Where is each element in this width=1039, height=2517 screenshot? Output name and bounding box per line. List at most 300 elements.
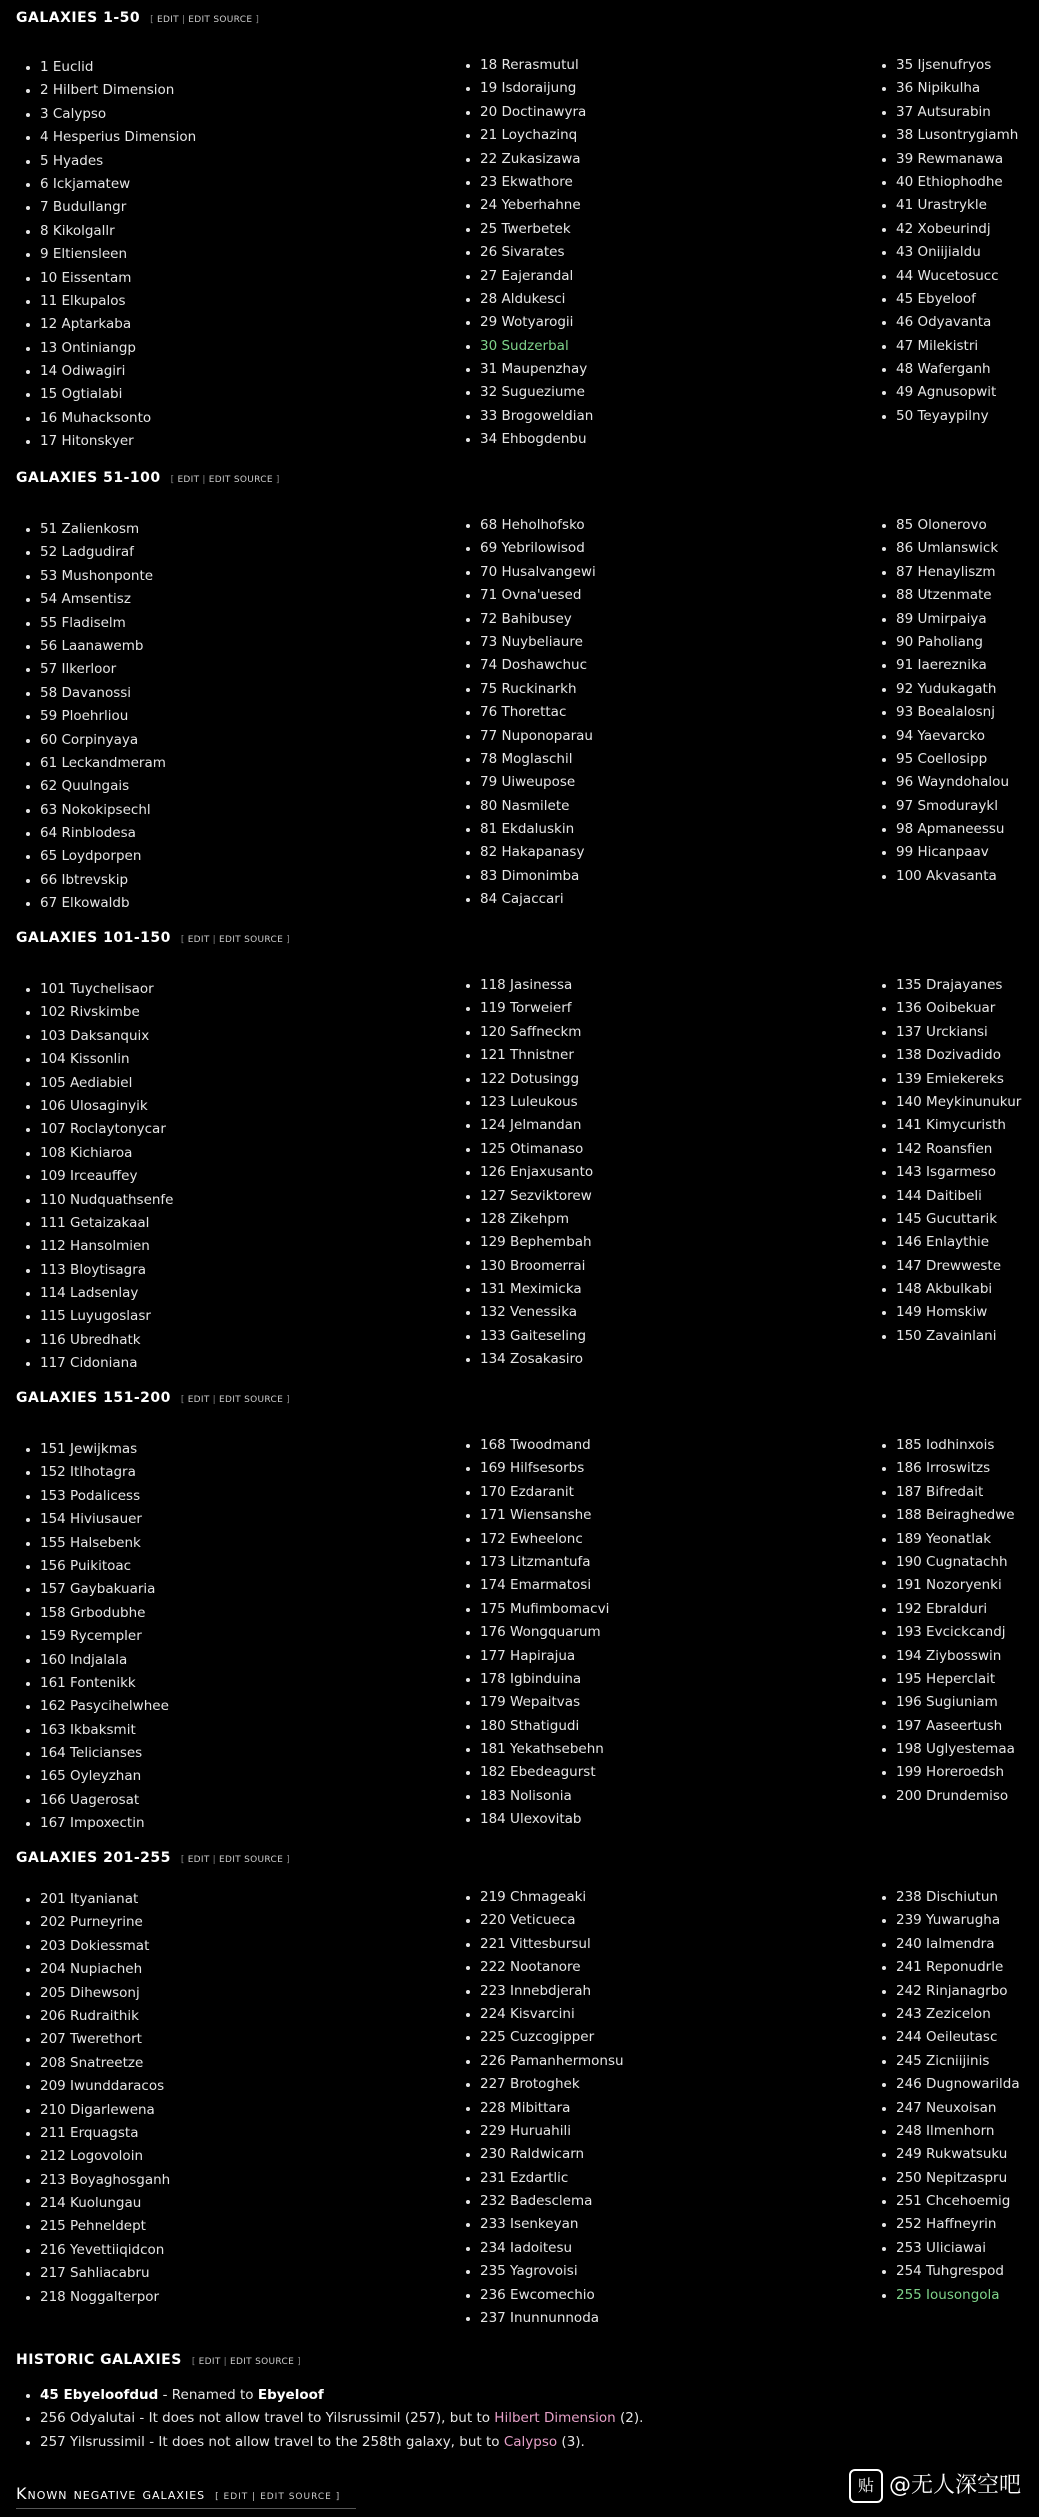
galaxy-list-item[interactable]: 249 Rukwatsuku <box>882 2143 1020 2166</box>
galaxy-list-item[interactable]: 121 Thnistner <box>466 1044 593 1067</box>
bracket: [ <box>180 1855 185 1865</box>
galaxy-list-item[interactable]: 112 Hansolmien <box>26 1235 173 1258</box>
galaxy-list-item[interactable]: 217 Sahliacabru <box>26 2262 170 2285</box>
galaxy-list-item[interactable]: 135 Drajayanes <box>882 974 1021 997</box>
galaxy-list-item[interactable]: 190 Cugnatachh <box>882 1551 1015 1574</box>
galaxy-list-item[interactable]: 45 Ebyeloof <box>882 288 1018 311</box>
edit-link[interactable]: EDIT <box>187 1855 210 1865</box>
galaxy-list-item[interactable]: 210 Digarlewena <box>26 2099 170 2122</box>
galaxy-list-item[interactable]: 230 Raldwicarn <box>466 2143 624 2166</box>
galaxy-list-item[interactable]: 236 Ewcomechio <box>466 2284 624 2307</box>
galaxy-list-item[interactable]: 12 Aptarkaba <box>26 313 196 336</box>
galaxy-list-item[interactable]: 48 Waferganh <box>882 358 1018 381</box>
galaxy-list-item[interactable]: 59 Ploehrliou <box>26 705 166 728</box>
galaxy-list-item[interactable]: 60 Corpinyaya <box>26 729 166 752</box>
galaxy-list-item[interactable]: 163 Ikbaksmit <box>26 1719 169 1742</box>
galaxy-list-item[interactable]: 3 Calypso <box>26 103 196 126</box>
galaxy-list-item[interactable]: 180 Sthatigudi <box>466 1715 609 1738</box>
galaxy-list-item[interactable]: 82 Hakapanasy <box>466 841 596 864</box>
galaxy-list-item[interactable]: 90 Paholiang <box>882 631 1009 654</box>
galaxy-list-item[interactable]: 224 Kisvarcini <box>466 2003 624 2026</box>
galaxy-list-item[interactable]: 7 Budullangr <box>26 196 196 219</box>
galaxy-list-item[interactable]: 38 Lusontrygiamh <box>882 124 1018 147</box>
galaxy-list-item[interactable]: 244 Oeileutasc <box>882 2026 1020 2049</box>
section-heading <box>16 470 280 486</box>
galaxy-list-item[interactable]: 197 Aaseertush <box>882 1715 1015 1738</box>
historic-galaxy-name[interactable]: 45 Ebyeloofdud <box>40 2387 159 2403</box>
galaxy-list-item[interactable]: 71 Ovna'uesed <box>466 584 596 607</box>
galaxy-list-item[interactable]: 120 Saffneckm <box>466 1021 593 1044</box>
galaxy-list-item[interactable]: 164 Telicianses <box>26 1742 169 1765</box>
galaxy-list-item[interactable]: 46 Odyavanta <box>882 311 1018 334</box>
galaxy-list-item[interactable]: 49 Agnusopwit <box>882 381 1018 404</box>
galaxy-list-item[interactable]: 177 Hapirajua <box>466 1645 609 1668</box>
galaxy-list-item[interactable]: 170 Ezdaranit <box>466 1481 609 1504</box>
galaxy-list-item[interactable]: 176 Wongquarum <box>466 1621 609 1644</box>
galaxy-list-item[interactable]: 172 Ewheelonc <box>466 1528 609 1551</box>
galaxy-list-item[interactable]: 140 Meykinunukur <box>882 1091 1021 1114</box>
galaxy-list-item[interactable]: 75 Ruckinarkh <box>466 678 596 701</box>
galaxy-list-item[interactable]: 106 Ulosaginyik <box>26 1095 173 1118</box>
section-title: GALAXIES 201-255 <box>16 1850 171 1866</box>
edit-link[interactable]: EDIT <box>223 2492 249 2502</box>
galaxy-list-item[interactable]: 231 Ezdartlic <box>466 2167 624 2190</box>
galaxy-list-item[interactable]: 229 Huruahili <box>466 2120 624 2143</box>
bracket: [ <box>215 2492 224 2502</box>
galaxy-list-item[interactable]: 139 Emiekereks <box>882 1068 1021 1091</box>
historic-link[interactable]: Hilbert Dimension <box>494 2410 616 2427</box>
galaxy-list-item[interactable]: 243 Zezicelon <box>882 2003 1020 2026</box>
galaxy-list-item[interactable]: 167 Impoxectin <box>26 1812 169 1835</box>
galaxy-list-item[interactable]: 240 Ialmendra <box>882 1933 1020 1956</box>
galaxy-list-item[interactable]: 84 Cajaccari <box>466 888 596 911</box>
edit-link[interactable]: EDIT <box>187 1395 210 1405</box>
galaxy-list-item[interactable]: 171 Wiensanshe <box>466 1504 609 1527</box>
galaxy-list-item[interactable]: 67 Elkowaldb <box>26 892 166 915</box>
galaxy-list-item[interactable]: 252 Haffneyrin <box>882 2213 1020 2236</box>
historic-note: - It does not allow travel to Yilsrussimil (257), but to <box>135 2410 495 2427</box>
galaxy-list-item[interactable]: 26 Sivarates <box>466 241 593 264</box>
galaxy-list-item[interactable]: 242 Rinjanagrbo <box>882 1980 1020 2003</box>
galaxy-list-item[interactable]: 216 Yevettiiqidcon <box>26 2239 170 2262</box>
edit-source-link[interactable]: EDIT SOURCE <box>219 935 284 945</box>
galaxy-list-column <box>466 974 593 1372</box>
galaxy-list-item[interactable]: 141 Kimycuristh <box>882 1114 1021 1137</box>
galaxy-list-item[interactable]: 44 Wucetosucc <box>882 265 1018 288</box>
galaxy-list-item[interactable]: 8 Kikolgallr <box>26 220 196 243</box>
galaxy-list-item[interactable]: 149 Homskiw <box>882 1301 1021 1324</box>
galaxy-list-item[interactable]: 32 Sugueziume <box>466 381 593 404</box>
galaxy-list-item[interactable]: 117 Cidoniana <box>26 1352 173 1375</box>
galaxy-list-item[interactable]: 81 Ekdaluskin <box>466 818 596 841</box>
galaxy-list-item[interactable]: 80 Nasmilete <box>466 795 596 818</box>
galaxy-list-item[interactable]: 86 Umlanswick <box>882 537 1009 560</box>
galaxy-list-item[interactable]: 125 Otimanaso <box>466 1138 593 1161</box>
galaxy-list-item[interactable]: 73 Nuybeliaure <box>466 631 596 654</box>
galaxy-list-item[interactable]: 214 Kuolungau <box>26 2192 170 2215</box>
galaxy-list-item[interactable]: 41 Urastrykle <box>882 194 1018 217</box>
galaxy-list-item[interactable]: 146 Enlaythie <box>882 1231 1021 1254</box>
galaxy-list-item[interactable]: 250 Nepitzaspru <box>882 2167 1020 2190</box>
section-heading <box>16 1390 290 1406</box>
historic-item <box>26 2384 643 2407</box>
galaxy-list-item[interactable]: 227 Brotoghek <box>466 2073 624 2096</box>
bracket: [ <box>170 475 175 485</box>
galaxy-list-item[interactable]: 202 Purneyrine <box>26 1911 170 1934</box>
galaxy-list-item[interactable]: 184 Ulexovitab <box>466 1808 609 1831</box>
bracket: ] <box>275 475 280 485</box>
galaxy-list-item[interactable]: 76 Thorettac <box>466 701 596 724</box>
galaxy-list-item[interactable]: 223 Innebdjerah <box>466 1980 624 2003</box>
galaxy-list-item[interactable]: 254 Tuhgrespod <box>882 2260 1020 2283</box>
historic-galaxy-name[interactable]: 256 Odyalutai <box>40 2410 136 2427</box>
galaxy-list-item[interactable]: 241 Reponudrle <box>882 1956 1020 1979</box>
section-title: HISTORIC GALAXIES <box>16 2352 182 2368</box>
galaxy-list-item[interactable]: 101 Tuychelisaor <box>26 978 173 1001</box>
galaxy-list-item[interactable]: 88 Utzenmate <box>882 584 1009 607</box>
galaxy-list-item[interactable]: 51 Zalienkosm <box>26 518 166 541</box>
galaxy-list-item[interactable]: 104 Kissonlin <box>26 1048 173 1071</box>
galaxy-list-item[interactable]: 159 Rycempler <box>26 1625 169 1648</box>
edit-link[interactable]: EDIT <box>177 475 200 485</box>
galaxy-list-item[interactable]: 62 Quulngais <box>26 775 166 798</box>
edit-link[interactable]: EDIT <box>156 15 179 25</box>
galaxy-list-item[interactable]: 35 Ijsenufryos <box>882 54 1018 77</box>
galaxy-list-item[interactable]: 239 Yuwarugha <box>882 1909 1020 1932</box>
galaxy-list-item[interactable]: 131 Meximicka <box>466 1278 593 1301</box>
galaxy-list-item[interactable]: 206 Rudraithik <box>26 2005 170 2028</box>
galaxy-list-item[interactable]: 200 Drundemiso <box>882 1785 1015 1808</box>
galaxy-list-item[interactable]: 247 Neuxoisan <box>882 2097 1020 2120</box>
galaxy-list-item[interactable]: 128 Zikehpm <box>466 1208 593 1231</box>
galaxy-list-item[interactable]: 91 Iaereznika <box>882 654 1009 677</box>
galaxy-list-item[interactable]: 168 Twoodmand <box>466 1434 609 1457</box>
galaxy-list-item[interactable]: 152 Itlhotagra <box>26 1461 169 1484</box>
galaxy-list-item[interactable]: 127 Sezviktorew <box>466 1185 593 1208</box>
galaxy-list-item[interactable]: 25 Twerbetek <box>466 218 593 241</box>
galaxy-list-item[interactable]: 24 Yeberhahne <box>466 194 593 217</box>
galaxy-list-item[interactable]: 110 Nudquathsenfe <box>26 1189 173 1212</box>
galaxy-list-item[interactable]: 89 Umirpaiya <box>882 608 1009 631</box>
galaxy-list-item[interactable]: 10 Eissentam <box>26 267 196 290</box>
edit-source-link[interactable]: EDIT SOURCE <box>208 475 273 485</box>
galaxy-list-item[interactable]: 36 Nipikulha <box>882 77 1018 100</box>
galaxy-list-column <box>882 54 1018 428</box>
galaxy-list-item[interactable]: 228 Mibittara <box>466 2097 624 2120</box>
galaxy-list-item[interactable]: 92 Yudukagath <box>882 678 1009 701</box>
galaxy-list-item[interactable]: 147 Drewweste <box>882 1255 1021 1278</box>
galaxy-list-item[interactable]: 126 Enjaxusanto <box>466 1161 593 1184</box>
galaxy-list-item[interactable]: 16 Muhacksonto <box>26 407 196 430</box>
galaxy-list-item[interactable]: 205 Dihewsonj <box>26 1982 170 2005</box>
galaxy-list-item[interactable]: 6 Ickjamatew <box>26 173 196 196</box>
galaxy-list-item[interactable]: 233 Isenkeyan <box>466 2213 624 2236</box>
galaxy-list-item[interactable]: 218 Noggalterpor <box>26 2286 170 2309</box>
galaxy-list-item[interactable]: 193 Evcickcandj <box>882 1621 1015 1644</box>
heading-rule <box>16 2508 356 2509</box>
galaxy-list-item[interactable]: 160 Indjalala <box>26 1649 169 1672</box>
galaxy-list-item[interactable]: 54 Amsentisz <box>26 588 166 611</box>
galaxy-list-item[interactable]: 55 Fladiselm <box>26 612 166 635</box>
galaxy-list-item[interactable]: 156 Puikitoac <box>26 1555 169 1578</box>
galaxy-list-item[interactable]: 148 Akbulkabi <box>882 1278 1021 1301</box>
galaxy-list-item[interactable]: 21 Loychazinq <box>466 124 593 147</box>
galaxy-list-item[interactable]: 22 Zukasizawa <box>466 148 593 171</box>
bracket: ] <box>286 935 290 945</box>
galaxy-list-item[interactable]: 219 Chmageaki <box>466 1886 624 1909</box>
separator: | <box>248 2492 261 2502</box>
galaxy-list-item[interactable]: 118 Jasinessa <box>466 974 593 997</box>
galaxy-list-item[interactable]: 192 Ebralduri <box>882 1598 1015 1621</box>
galaxy-list-item[interactable]: 130 Broomerrai <box>466 1255 593 1278</box>
galaxy-list-item[interactable]: 189 Yeonatlak <box>882 1528 1015 1551</box>
galaxy-list-item[interactable]: 173 Litzmantufa <box>466 1551 609 1574</box>
galaxy-list-item[interactable]: 58 Davanossi <box>26 682 166 705</box>
galaxy-list-item[interactable]: 199 Horeroedsh <box>882 1761 1015 1784</box>
galaxy-list-item[interactable]: 31 Maupenzhay <box>466 358 593 381</box>
galaxy-list-item[interactable]: 74 Doshawchuc <box>466 654 596 677</box>
galaxy-list-item[interactable]: 129 Bephembah <box>466 1231 593 1254</box>
galaxy-list-item[interactable]: 221 Vittesbursul <box>466 1933 624 1956</box>
galaxy-list-item[interactable]: 151 Jewijkmas <box>26 1438 169 1461</box>
galaxy-list-item[interactable]: 169 Hilfsesorbs <box>466 1457 609 1480</box>
galaxy-list-item[interactable]: 40 Ethiophodhe <box>882 171 1018 194</box>
galaxy-list-item[interactable]: 213 Boyaghosganh <box>26 2169 170 2192</box>
galaxy-list-item[interactable]: 181 Yekathsebehn <box>466 1738 609 1761</box>
galaxy-list-item[interactable]: 53 Mushonponte <box>26 565 166 588</box>
galaxy-list-item[interactable]: 13 Ontiniangp <box>26 337 196 360</box>
galaxy-list-item[interactable]: 145 Gucuttarik <box>882 1208 1021 1231</box>
galaxy-list-item[interactable]: 207 Twerethort <box>26 2028 170 2051</box>
galaxy-list-item[interactable]: 188 Beiraghedwe <box>882 1504 1015 1527</box>
historic-link[interactable]: Ebyeloof <box>257 2387 324 2403</box>
galaxy-list-item[interactable]: 178 Igbinduina <box>466 1668 609 1691</box>
galaxy-list-item[interactable]: 133 Gaiteseling <box>466 1325 593 1348</box>
galaxy-list-item[interactable]: 115 Luyugoslasr <box>26 1305 173 1328</box>
galaxy-list-item[interactable]: 100 Akvasanta <box>882 865 1009 888</box>
galaxy-list-item[interactable]: 183 Nolisonia <box>466 1785 609 1808</box>
galaxy-list-item[interactable]: 114 Ladsenlay <box>26 1282 173 1305</box>
galaxy-list-item[interactable]: 43 Oniijialdu <box>882 241 1018 264</box>
galaxy-list-item[interactable]: 179 Wepaitvas <box>466 1691 609 1714</box>
galaxy-list-item[interactable]: 47 Milekistri <box>882 335 1018 358</box>
galaxy-list-column <box>466 1886 624 2330</box>
galaxy-list-item[interactable]: 138 Dozivadido <box>882 1044 1021 1067</box>
galaxy-list-column <box>26 1438 169 1836</box>
galaxy-list-item[interactable]: 83 Dimonimba <box>466 865 596 888</box>
galaxy-list-item[interactable]: 225 Cuzcogipper <box>466 2026 624 2049</box>
galaxy-list-item[interactable]: 204 Nupiacheh <box>26 1958 170 1981</box>
galaxy-list-item[interactable]: 187 Bifredait <box>882 1481 1015 1504</box>
galaxy-list-item[interactable]: 245 Zicniijinis <box>882 2050 1020 2073</box>
galaxy-list-item[interactable]: 226 Pamanhermonsu <box>466 2050 624 2073</box>
galaxy-list-item[interactable]: 157 Gaybakuaria <box>26 1578 169 1601</box>
galaxy-list-item[interactable]: 107 Roclaytonycar <box>26 1118 173 1141</box>
galaxy-list-item[interactable]: 182 Ebedeagurst <box>466 1761 609 1784</box>
galaxy-list-item[interactable]: 158 Grbodubhe <box>26 1602 169 1625</box>
galaxy-list-item[interactable]: 155 Halsebenk <box>26 1532 169 1555</box>
galaxy-list-item[interactable]: 87 Henayliszm <box>882 561 1009 584</box>
galaxy-list-item[interactable]: 30 Sudzerbal <box>466 335 593 358</box>
edit-link[interactable]: EDIT <box>198 2357 221 2367</box>
galaxy-list-item[interactable]: 33 Brogoweldian <box>466 405 593 428</box>
galaxy-list-item[interactable]: 150 Zavainlani <box>882 1325 1021 1348</box>
galaxy-list-item[interactable]: 27 Eajerandal <box>466 265 593 288</box>
galaxy-list-item[interactable]: 56 Laanawemb <box>26 635 166 658</box>
galaxy-list-item[interactable]: 165 Oyleyzhan <box>26 1765 169 1788</box>
galaxy-list-item[interactable]: 234 Iadoitesu <box>466 2237 624 2260</box>
galaxy-list-item[interactable]: 203 Dokiessmat <box>26 1935 170 1958</box>
galaxy-list-item[interactable]: 222 Nootanore <box>466 1956 624 1979</box>
section-heading <box>16 1850 290 1866</box>
edit-source-link[interactable]: EDIT SOURCE <box>260 2492 332 2502</box>
galaxy-list-item[interactable]: 77 Nuponoparau <box>466 725 596 748</box>
galaxy-list-item[interactable]: 123 Luleukous <box>466 1091 593 1114</box>
edit-links <box>192 2357 301 2367</box>
galaxy-list-item[interactable]: 113 Bloytisagra <box>26 1259 173 1282</box>
galaxy-list-item[interactable]: 1 Euclid <box>26 56 196 79</box>
galaxy-list-item[interactable]: 4 Hesperius Dimension <box>26 126 196 149</box>
galaxy-list-item[interactable]: 248 Ilmenhorn <box>882 2120 1020 2143</box>
galaxy-list-item[interactable]: 108 Kichiaroa <box>26 1142 173 1165</box>
galaxy-list-item[interactable]: 124 Jelmandan <box>466 1114 593 1137</box>
galaxy-list-item[interactable]: 251 Chcehoemig <box>882 2190 1020 2213</box>
edit-source-link[interactable]: EDIT SOURCE <box>188 15 253 25</box>
galaxy-list-item[interactable]: 122 Dotusingg <box>466 1068 593 1091</box>
galaxy-list-item[interactable]: 93 Boealalosnj <box>882 701 1009 724</box>
galaxy-list-item[interactable]: 64 Rinblodesa <box>26 822 166 845</box>
galaxy-list-item[interactable]: 96 Wayndohalou <box>882 771 1009 794</box>
galaxy-list-item[interactable]: 212 Logovoloin <box>26 2145 170 2168</box>
galaxy-list-item[interactable]: 195 Heperclait <box>882 1668 1015 1691</box>
galaxy-list-item[interactable]: 191 Nozoryenki <box>882 1574 1015 1597</box>
galaxy-list-item[interactable]: 232 Badesclema <box>466 2190 624 2213</box>
historic-link[interactable]: Calypso <box>503 2433 558 2450</box>
historic-suffix: (2). <box>615 2410 644 2427</box>
galaxy-list-item[interactable]: 15 Ogtialabi <box>26 383 196 406</box>
galaxy-list-item[interactable]: 61 Leckandmeram <box>26 752 166 775</box>
galaxy-list-item[interactable]: 39 Rewmanawa <box>882 148 1018 171</box>
galaxy-list-item[interactable]: 9 Eltiensleen <box>26 243 196 266</box>
galaxy-list-item[interactable]: 201 Ityanianat <box>26 1888 170 1911</box>
galaxy-list-item[interactable]: 136 Ooibekuar <box>882 997 1021 1020</box>
historic-galaxy-name[interactable]: 257 Yilsrussimil <box>40 2433 145 2450</box>
galaxy-list-item[interactable]: 69 Yebrilowisod <box>466 537 596 560</box>
galaxy-list-item[interactable]: 185 Iodhinxois <box>882 1434 1015 1457</box>
galaxy-list-item[interactable]: 65 Loydporpen <box>26 845 166 868</box>
galaxy-list-item[interactable]: 208 Snatreetze <box>26 2052 170 2075</box>
galaxy-list-item[interactable]: 97 Smoduraykl <box>882 795 1009 818</box>
galaxy-list-item[interactable]: 134 Zosakasiro <box>466 1348 593 1371</box>
galaxy-list-item[interactable]: 215 Pehneldept <box>26 2215 170 2238</box>
galaxy-list-item[interactable]: 246 Dugnowarilda <box>882 2073 1020 2096</box>
galaxy-list-item[interactable]: 143 Isgarmeso <box>882 1161 1021 1184</box>
galaxy-list-item[interactable]: 142 Roansfien <box>882 1138 1021 1161</box>
galaxy-list-item[interactable]: 154 Hiviusauer <box>26 1508 169 1531</box>
galaxy-list-item[interactable]: 98 Apmaneessu <box>882 818 1009 841</box>
edit-source-link[interactable]: EDIT SOURCE <box>219 1855 284 1865</box>
galaxy-list-item[interactable]: 66 Ibtrevskip <box>26 869 166 892</box>
galaxy-list-item[interactable]: 220 Veticueca <box>466 1909 624 1932</box>
galaxy-list-item[interactable]: 79 Uiweupose <box>466 771 596 794</box>
galaxy-list-item[interactable]: 253 Uliciawai <box>882 2237 1020 2260</box>
galaxy-list-item[interactable]: 23 Ekwathore <box>466 171 593 194</box>
galaxy-list-item[interactable]: 94 Yaevarcko <box>882 725 1009 748</box>
section-heading <box>16 10 259 26</box>
galaxy-list-item[interactable]: 255 Iousongola <box>882 2284 1020 2307</box>
galaxy-list-item[interactable]: 235 Yagrovoisi <box>466 2260 624 2283</box>
galaxy-list-item[interactable]: 198 Uglyestemaa <box>882 1738 1015 1761</box>
edit-source-link[interactable]: EDIT SOURCE <box>219 1395 284 1405</box>
galaxy-list-item[interactable]: 95 Coellosipp <box>882 748 1009 771</box>
galaxy-list-item[interactable]: 20 Doctinawyra <box>466 101 593 124</box>
galaxy-list-item[interactable]: 174 Emarmatosi <box>466 1574 609 1597</box>
edit-links <box>181 1855 290 1865</box>
galaxy-list-item[interactable]: 17 Hitonskyer <box>26 430 196 453</box>
galaxy-list-item[interactable]: 209 Iwunddaracos <box>26 2075 170 2098</box>
galaxy-list-item[interactable]: 105 Aediabiel <box>26 1072 173 1095</box>
galaxy-list-item[interactable]: 111 Getaizakaal <box>26 1212 173 1235</box>
galaxy-list-item[interactable]: 137 Urckiansi <box>882 1021 1021 1044</box>
galaxy-list-item[interactable]: 194 Ziybosswin <box>882 1645 1015 1668</box>
galaxy-list-item[interactable]: 166 Uagerosat <box>26 1789 169 1812</box>
galaxy-list-item[interactable]: 161 Fontenikk <box>26 1672 169 1695</box>
galaxy-list-item[interactable]: 5 Hyades <box>26 150 196 173</box>
galaxy-list-item[interactable]: 119 Torweierf <box>466 997 593 1020</box>
galaxy-list-item[interactable]: 52 Ladgudiraf <box>26 541 166 564</box>
galaxy-list-column <box>26 56 196 454</box>
galaxy-list-item[interactable]: 68 Heholhofsko <box>466 514 596 537</box>
galaxy-list-item[interactable]: 18 Rerasmutul <box>466 54 593 77</box>
galaxy-list-item[interactable]: 196 Sugiuniam <box>882 1691 1015 1714</box>
galaxy-list-item[interactable]: 186 Irroswitzs <box>882 1457 1015 1480</box>
galaxy-list-item[interactable]: 34 Ehbogdenbu <box>466 428 593 451</box>
galaxy-list-item[interactable]: 28 Aldukesci <box>466 288 593 311</box>
galaxy-list-item[interactable]: 78 Moglaschil <box>466 748 596 771</box>
galaxy-list-item[interactable]: 175 Mufimbomacvi <box>466 1598 609 1621</box>
galaxy-list-item[interactable]: 37 Autsurabin <box>882 101 1018 124</box>
galaxy-list-item[interactable]: 132 Venessika <box>466 1301 593 1324</box>
galaxy-list-item[interactable]: 238 Dischiutun <box>882 1886 1020 1909</box>
galaxy-list-item[interactable]: 237 Inunnunnoda <box>466 2307 624 2330</box>
galaxy-list-item[interactable]: 153 Podalicess <box>26 1485 169 1508</box>
galaxy-list-item[interactable]: 2 Hilbert Dimension <box>26 79 196 102</box>
galaxy-list-item[interactable]: 57 Ilkerloor <box>26 658 166 681</box>
galaxy-section <box>0 470 1039 930</box>
galaxy-list-item[interactable]: 14 Odiwagiri <box>26 360 196 383</box>
galaxy-list-column <box>882 514 1009 888</box>
galaxy-list-item[interactable]: 103 Daksanquix <box>26 1025 173 1048</box>
galaxy-list-item[interactable]: 29 Wotyarogii <box>466 311 593 334</box>
galaxy-list-item[interactable]: 42 Xobeurindj <box>882 218 1018 241</box>
galaxy-list-item[interactable]: 99 Hicanpaav <box>882 841 1009 864</box>
galaxy-list-item[interactable]: 109 Irceauffey <box>26 1165 173 1188</box>
galaxy-list-item[interactable]: 211 Erquagsta <box>26 2122 170 2145</box>
galaxy-list-item[interactable]: 50 Teyaypilny <box>882 405 1018 428</box>
galaxy-list-item[interactable]: 116 Ubredhatk <box>26 1329 173 1352</box>
galaxy-list-item[interactable]: 102 Rivskimbe <box>26 1001 173 1024</box>
galaxy-list-item[interactable]: 70 Husalvangewi <box>466 561 596 584</box>
galaxy-list-item[interactable]: 11 Elkupalos <box>26 290 196 313</box>
galaxy-list-item[interactable]: 144 Daitibeli <box>882 1185 1021 1208</box>
galaxy-list-item[interactable]: 162 Pasycihelwhee <box>26 1695 169 1718</box>
edit-source-link[interactable]: EDIT SOURCE <box>229 2357 295 2367</box>
galaxy-list-item[interactable]: 63 Nokokipsechl <box>26 799 166 822</box>
edit-link[interactable]: EDIT <box>187 935 210 945</box>
galaxy-list-item[interactable]: 19 Isdoraijung <box>466 77 593 100</box>
galaxy-list-item[interactable]: 85 Olonerovo <box>882 514 1009 537</box>
galaxy-list-item[interactable]: 72 Bahibusey <box>466 608 596 631</box>
